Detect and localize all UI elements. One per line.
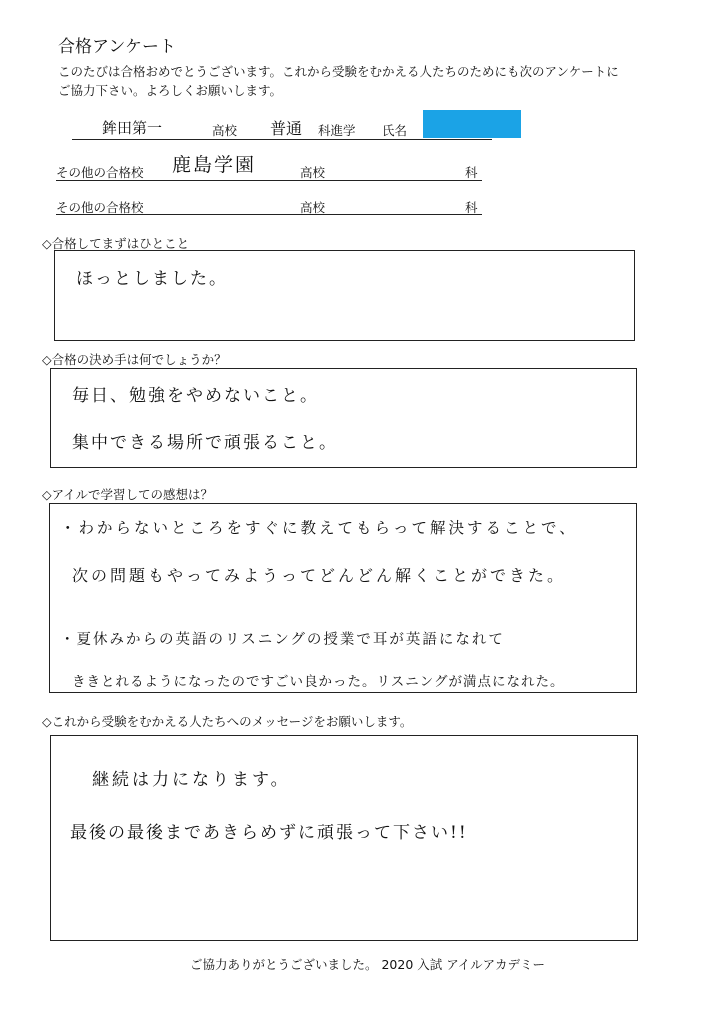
answer-2-line-1: 毎日、勉強をやめないこと。 xyxy=(72,386,319,406)
question-heading-2: ◇合格の決め手は何でしょうか？ xyxy=(42,352,227,367)
school-row-underline xyxy=(72,139,492,140)
answer-2-line-2: 集中できる場所で頑張ること。 xyxy=(72,433,338,453)
other-school-label-1: その他の合格校 xyxy=(56,165,144,180)
other-school-koko-2: 高校 xyxy=(300,200,326,215)
other-school-name-1: 鹿島学園 xyxy=(172,154,257,176)
other-school-ka-1: 科 xyxy=(465,165,478,180)
question-heading-4: ◇これから受験をむかえる人たちへのメッセージをお願いします。 xyxy=(42,714,413,729)
other-school-label-2: その他の合格校 xyxy=(56,200,144,215)
koko-label: 高校 xyxy=(212,123,238,138)
other-school-underline-2 xyxy=(56,214,482,215)
other-school-ka-2: 科 xyxy=(465,200,478,215)
name-label: 氏名 xyxy=(382,123,408,138)
answer-4-line-1: 継続は力になります。 xyxy=(92,770,291,790)
answer-3-line-4: ききとれるようになったのですごい良かった。リスニングが満点になれた。 xyxy=(72,674,565,690)
course-handwritten: 普通 xyxy=(270,119,303,138)
question-heading-3: ◇アイルで学習しての感想は？ xyxy=(42,487,213,502)
footer-text: ご協力ありがとうございました。 2020 入試 アイルアカデミー xyxy=(190,957,545,972)
survey-title: 合格アンケート xyxy=(58,37,176,57)
school-name: 鉾田第一 xyxy=(102,119,163,137)
name-redaction xyxy=(423,110,521,138)
course-label: 科進学 xyxy=(318,123,356,138)
answer-1-line-1: ほっとしました。 xyxy=(76,269,228,289)
intro-line-2: ご協力下さい。よろしくお願いします。 xyxy=(58,83,283,98)
answer-3-line-2: 次の問題もやってみようってどんどん解くことができた。 xyxy=(72,566,567,585)
other-school-koko-1: 高校 xyxy=(300,165,326,180)
answer-4-line-2: 最後の最後まであきらめずに頑張って下さい!! xyxy=(70,823,468,843)
intro-line-1: このたびは合格おめでとうございます。これから受験をむかえる人たちのためにも次のアンケートに xyxy=(58,64,619,79)
other-school-underline-1 xyxy=(56,180,482,181)
intro-text xyxy=(58,62,678,100)
answer-3-line-1: ・わからないところをすぐに教えてもらって解決することで、 xyxy=(60,519,578,537)
answer-3-line-3: ・夏休みからの英語のリスニングの授業で耳が英語になれて xyxy=(60,632,505,648)
question-heading-1: ◇合格してまずはひとこと xyxy=(42,236,190,251)
